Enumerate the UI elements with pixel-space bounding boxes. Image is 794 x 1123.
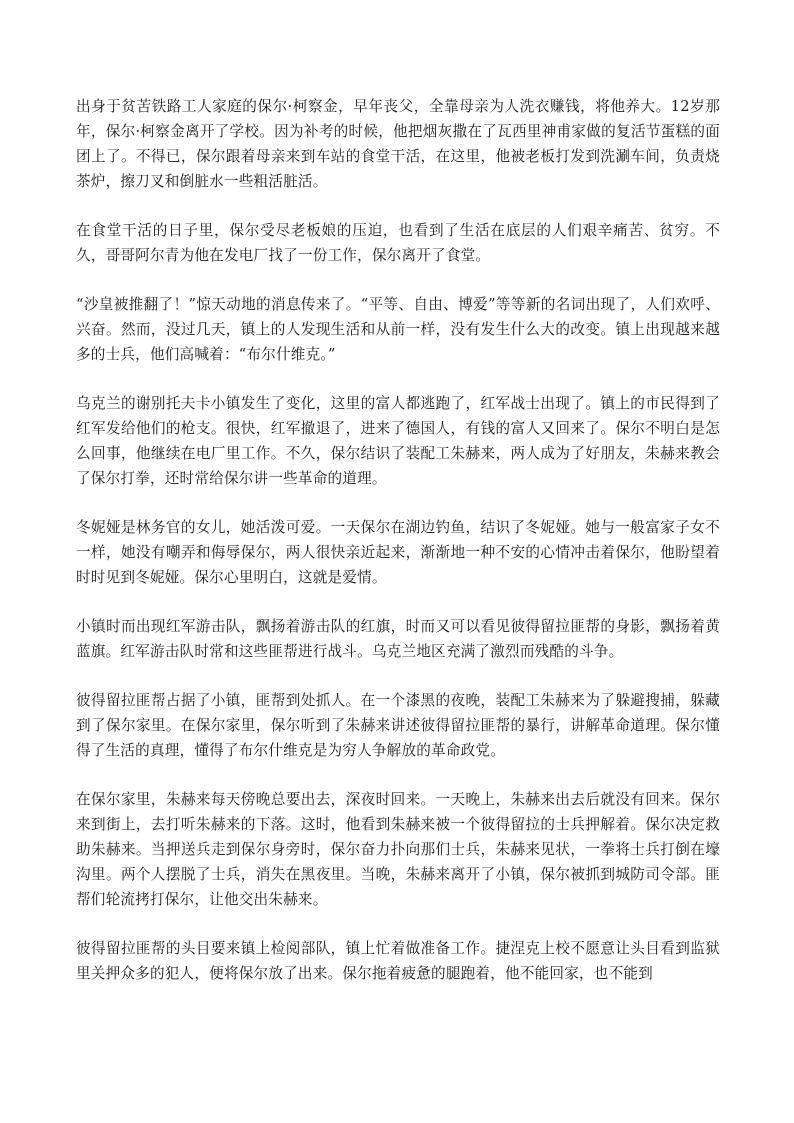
paragraph-2: 在食堂干活的日子里，保尔受尽老板娘的压迫，也看到了生活在底层的人们艰辛痛苦、贫穷。不久，哥哥阿尔青为他在发电厂找了一份工作，保尔离开了食堂。 [76,222,720,264]
paragraph-6: 小镇时而出现红军游击队，飘扬着游击队的红旗，时而又可以看见彼得留拉匪帮的身影，飘扬着黄蓝旗。红军游击队时常和这些匪帮进行战斗。乌克兰地区充满了激烈而残酷的斗争。 [76,618,720,660]
paragraph-5: 冬妮娅是林务官的女儿，她活泼可爱。一天保尔在湖边钓鱼，结识了冬妮娅。她与一般富家子女不一样，她没有嘲弄和侮辱保尔，两人很快亲近起来，渐渐地一种不安的心情冲击着保尔，他盼望着时时见到冬妮娅。保尔心里明白，这就是爱情。 [76,519,720,586]
paragraph-9: 彼得留拉匪帮的头目要来镇上检阅部队，镇上忙着做准备工作。捷涅克上校不愿意让头目看到监狱里关押众多的犯人，便将保尔放了出来。保尔拖着疲惫的腿跑着，他不能回家，也不能到 [76,940,720,982]
paragraph-3: “沙皇被推翻了！”惊天动地的消息传来了。“平等、自由、博爱”等等新的名词出现了，人们欢呼、兴奋。然而，没过几天，镇上的人发现生活和从前一样，没有发生什么大的改变。镇上出现越来越多的士兵，他们高喊着：“布尔什维克。” [76,296,720,363]
paragraph-8: 在保尔家里，朱赫来每天傍晚总要出去，深夜时回来。一天晚上，朱赫来出去后就没有回来。保尔来到街上，去打听朱赫来的下落。这时，他看到朱赫来被一个彼得留拉的士兵押解着。保尔决定救助朱赫来。当押送兵走到保尔身旁时，保尔奋力扑向那们士兵，朱赫来见状，一拳将士兵打倒在壕沟里。两个人摆脱了士兵，消失在黑夜里。当晚，朱赫来离开了小镇，保尔被抓到城防司令部。匪帮们轮流拷打保尔，让他交出朱赫来。 [76,791,720,908]
paragraph-7: 彼得留拉匪帮占据了小镇，匪帮到处抓人。在一个漆黑的夜晚，装配工朱赫来为了躲避搜捕，躲藏到了保尔家里。在保尔家里，保尔听到了朱赫来讲述彼得留拉匪帮的暴行，讲解革命道理。保尔懂得了生活的真理，懂得了布尔什维克是为穷人争解放的革命政党。 [76,692,720,759]
paragraph-4: 乌克兰的谢别托夫卡小镇发生了变化，这里的富人都逃跑了，红军战士出现了。镇上的市民得到了红军发给他们的枪支。很快，红军撤退了，进来了德国人，有钱的富人又回来了。保尔不明白是怎么回事，他继续在电厂里工作。不久，保尔结识了装配工朱赫来，两人成为了好朋友，朱赫来教会了保尔打拳，还时常给保尔讲一些革命的道理。 [76,395,720,487]
paragraph-1: 出身于贫苦铁路工人家庭的保尔·柯察金，早年丧父，全靠母亲为人洗衣赚钱，将他养大。12岁那年，保尔·柯察金离开了学校。因为补考的时候，他把烟灰撒在了瓦西里神甫家做的复活节蛋糕的面团上了。不得已，保尔跟着母亲来到车站的食堂干活，在这里，他被老板打发到洗涮车间，负责烧茶炉，擦刀叉和倒脏水一些粗活脏活。 [76,98,720,190]
document-body [76,94,720,1010]
